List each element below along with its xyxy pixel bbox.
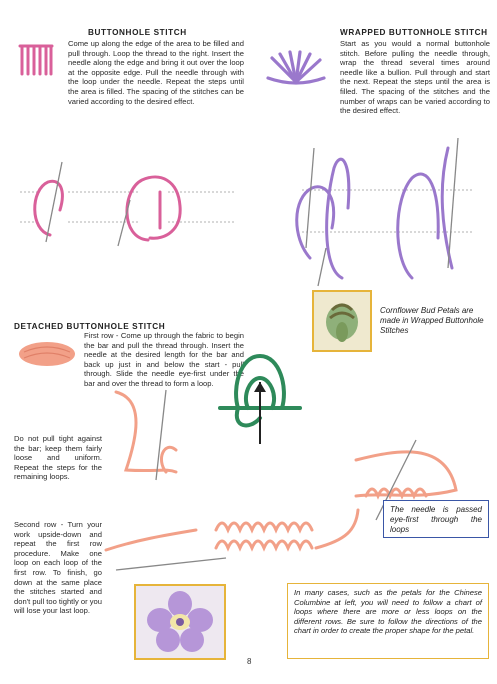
- cornflower-caption: Cornflower Bud Petals are made in Wrapped Buttonhole Stitches: [380, 306, 484, 335]
- detached-sample: [16, 338, 78, 370]
- columbine-caption: In many cases, such as the petals for the Chinese Columbine at left, you will need to follow a chart of loops where there are more or less loops on the different rows. Be sure to follow the directions of the chart in order to create the proper shape for the petal.: [294, 588, 482, 636]
- detached-tip: Do not pull tight against the bar; keep them fairly loose and uniform. Repeat the steps for the remaining loops.: [14, 434, 102, 482]
- needle-caption-box: [383, 500, 489, 538]
- wrapped-text: Start as you would a normal buttonhole stitch. Before pulling the needle through, wrap the thread several times around needle like a bullion. Pull through and start the next. Repeat the steps until the area is filled. The spacing of the stitches and the number of wraps can be varied according to the desired effect.: [340, 39, 490, 116]
- needle-caption: The needle is passed eye-first through the loops: [390, 505, 482, 534]
- wrapped-sample: [262, 48, 330, 88]
- buttonhole-sample: [16, 40, 56, 80]
- detached-second-row: Second row - Turn your work upside-down and repeat the first row procedure. Make one loop on each loop of the first row. To finish, go down at the same place the stitches started and don't pull too tightly or you will lose your last loop.: [14, 520, 102, 616]
- buttonhole-text: Come up along the edge of the area to be filled and pull through. Loop the thread to the right. Insert the needle along the edge and bring it out over the loop at the opposite edge. Pull the needle through with the loop under the needle. Repeat the steps until the area is filled. The spacing of the stitches can be varied according to the desired effect.: [68, 39, 244, 106]
- detached-heading: DETACHED BUTTONHOLE STITCH: [14, 322, 166, 331]
- buttonhole-step-illustrations: [10, 150, 240, 250]
- cornflower-photo: [312, 290, 372, 352]
- page-number: 8: [247, 657, 252, 666]
- wrapped-heading: WRAPPED BUTTONHOLE STITCH: [340, 28, 488, 37]
- columbine-photo: [134, 584, 226, 660]
- buttonhole-heading: BUTTONHOLE STITCH: [88, 28, 187, 37]
- detached-first-row-text: First row - Come up through the fabric to begin the bar and pull the thread through. Insert the needle at the desired length for the bar and back up just in and below the start - pull through. Slide the needle eye-first under the bar and over the thread to form a loop.: [84, 331, 244, 388]
- columbine-caption-box: [287, 583, 489, 659]
- wrapped-step-illustrations: [262, 128, 490, 288]
